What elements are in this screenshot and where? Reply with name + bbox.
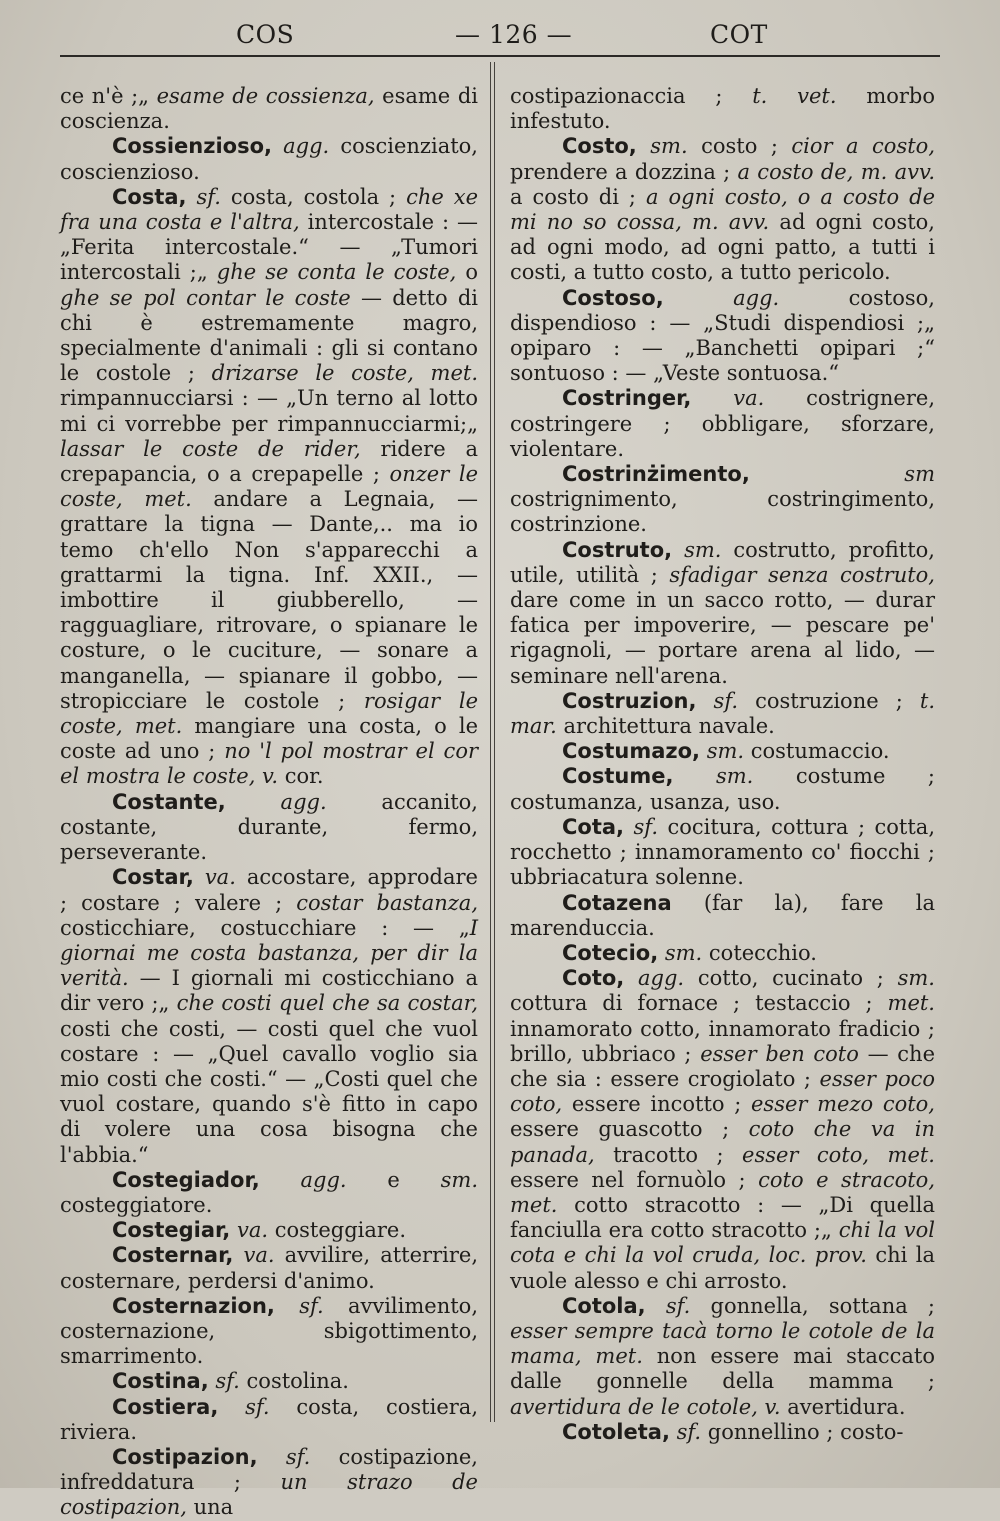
entry-text	[664, 286, 733, 310]
entry-italic-text: sm.	[684, 537, 722, 562]
entry-text	[233, 1243, 243, 1267]
entry-italic-text: chi la vol cota e chi la vol cruda, loc. prov.	[510, 1218, 935, 1268]
entry-text: avvilimento, costernazione, sbigottimento, smarrimento.	[60, 1293, 478, 1369]
entry-italic-text: agg.	[280, 789, 327, 814]
entry-italic-text: avertidura de le cotole, v.	[510, 1394, 781, 1419]
entry-italic-text: sf.	[196, 184, 221, 209]
entry-text	[187, 185, 197, 209]
entry-italic-text: va.	[243, 1243, 275, 1268]
entry-headword: Cota,	[562, 814, 625, 839]
entry-text: avvilire, atterrire, costernare, perdersi d'animo.	[60, 1243, 478, 1293]
entry-text: costrignere, costringere ; obbligare, sforzare, violentare.	[510, 386, 935, 461]
entry-text	[646, 1294, 666, 1318]
entry-text: costrutto, profitto, utile, utilità ;	[510, 537, 935, 587]
entry-text	[658, 941, 665, 965]
entry-italic-text: agg.	[733, 285, 780, 310]
entry-text: costa, costiera, riviera.	[60, 1394, 478, 1444]
entry-italic-text: ghe se conta le coste,	[216, 260, 457, 285]
entry-italic-text: ghe se pol contar le coste	[60, 285, 351, 310]
entry-italic-text: esser sempre tacà torno le cotole de la mama, met.	[510, 1318, 935, 1369]
entry-italic-text: agg.	[638, 966, 685, 991]
entry-italic-text: coto che va in panada,	[510, 1117, 935, 1167]
entry-text: essere incotto ;	[562, 1092, 751, 1117]
entry-text: ad ogni costo, ad ogni modo, ad ogni patto, a tutti i costi, a tutto costo, a tutto pericolo.	[510, 210, 935, 285]
page-number: — 126 —	[455, 20, 573, 49]
entry-text	[226, 790, 281, 814]
entry-text: (far la), fare la marenduccia.	[510, 890, 935, 940]
entry-text: morbo infestuto.	[510, 84, 936, 134]
dictionary-entry	[510, 386, 935, 462]
entry-headword: Costumazo,	[562, 739, 701, 764]
entry-text: cocitura, cottura ; cotta, rocchetto ; innamoramento co' fiocchi ; ubbriacatura solenne.	[510, 814, 935, 890]
dictionary-entry	[510, 134, 935, 285]
entry-text	[673, 764, 716, 788]
entry-text: costo ;	[687, 134, 792, 159]
entry-text: — I giornali mi costicchiano a dir vero ;„	[60, 966, 478, 1016]
entry-text	[260, 1168, 301, 1192]
entry-text: costeggiatore.	[60, 1192, 213, 1217]
entry-italic-text: sf.	[713, 688, 739, 713]
dictionary-entry	[60, 1445, 478, 1521]
dictionary-entry	[510, 966, 935, 1294]
dictionary-entry	[510, 1294, 935, 1420]
entry-text	[670, 1420, 677, 1444]
entry-text: ce n'è ;„	[60, 84, 157, 108]
entry-text	[275, 1294, 299, 1318]
entry-text: accanito, costante, durante, fermo, perseverante.	[60, 789, 478, 865]
dictionary-entry	[510, 764, 935, 814]
entry-italic-text: sm.	[440, 1167, 478, 1192]
entry-headword: Costiera,	[112, 1394, 219, 1419]
entry-italic-text: drizarse le coste, met.	[211, 361, 478, 386]
entry-italic-text: va.	[204, 865, 236, 890]
entry-continuation	[60, 84, 478, 134]
entry-text: accostare, approdare ; costare ; valere ;	[60, 865, 478, 915]
entry-continuation	[510, 84, 935, 134]
entry-text	[672, 538, 684, 562]
entry-italic-text: va.	[236, 1218, 269, 1243]
dictionary-entry	[60, 1294, 478, 1370]
entry-text: costumaccio.	[744, 739, 890, 764]
entry-text: costi che costi, — costi quel che vuol costare : — „Quel cavallo voglio sia mio costi che costi.“ — „Costi quel che vuol costare, quando s'è fitto in capo di volere una cosa bisogna che l'abbia.“	[60, 1016, 478, 1167]
right-column	[510, 84, 935, 1445]
entry-headword: Cossienzioso,	[112, 134, 272, 159]
entry-headword: Costernar,	[112, 1243, 234, 1268]
entry-text: esame di coscienza.	[60, 84, 478, 134]
header-left-guide-word: COS	[236, 20, 295, 49]
dictionary-entry	[60, 134, 478, 184]
entry-text: ridere a crepapancia, o a crepapelle ;	[60, 436, 478, 487]
dictionary-entry	[510, 815, 935, 891]
entry-text	[750, 462, 904, 486]
entry-italic-text: sf.	[285, 1444, 311, 1469]
entry-text: costruzione ;	[738, 688, 920, 713]
entry-italic-text: I giornai me costa bastanza, per dir la verità.	[60, 915, 478, 991]
entry-headword: Coto,	[562, 966, 625, 991]
entry-headword: Cotazena	[562, 890, 672, 915]
dictionary-entry	[510, 1420, 935, 1445]
entry-italic-text: a ogni costo, o a costo de mi no so cossa, m. avv.	[510, 184, 936, 235]
entry-text: — detto di chi è estremamente magro, specialmente d'animali : gli si contano le costole ;	[60, 285, 479, 386]
entry-italic-text: t. vet.	[752, 84, 837, 108]
entry-italic-text: esser poco coto,	[510, 1066, 935, 1117]
entry-headword: Costernazion,	[112, 1293, 275, 1318]
entry-italic-text: a costo de, m. avv.	[737, 159, 935, 184]
entry-italic-text: cior a costo,	[791, 134, 935, 159]
entry-italic-text: che costi quel che sa costar,	[176, 991, 478, 1016]
entry-italic-text: sf.	[245, 1394, 270, 1419]
entry-italic-text: sm	[904, 462, 935, 487]
entry-italic-text: sfadigar senza costruto,	[669, 562, 935, 587]
dictionary-entry	[60, 1395, 478, 1445]
dictionary-entry	[510, 739, 935, 764]
entry-headword: Cotecio,	[562, 940, 659, 965]
dictionary-entry	[510, 286, 935, 387]
entry-italic-text: che xe fra una costa e l'altra,	[60, 184, 478, 235]
entry-text: mangiare una costa, o le coste ad uno ;	[60, 714, 479, 764]
entry-text	[218, 1395, 245, 1419]
column-divider	[490, 62, 491, 1422]
page-header	[60, 20, 940, 56]
entry-headword: Costa,	[112, 184, 187, 209]
entry-text: costipazione, infreddatura ;	[60, 1444, 478, 1495]
entry-italic-text: agg.	[300, 1167, 347, 1192]
entry-text: gonnellino ; costo-	[701, 1419, 904, 1444]
entry-text	[637, 134, 650, 158]
entry-text: a costo di ;	[510, 184, 646, 209]
entry-headword: Costume,	[562, 764, 674, 789]
entry-text: avertidura.	[780, 1394, 906, 1419]
entry-text: costolina.	[239, 1369, 349, 1394]
entry-italic-text: sf.	[215, 1369, 240, 1394]
entry-italic-text: va.	[733, 386, 765, 411]
entry-text: cotto stracotto : — „Di quella fanciulla era cotto stracotto ;„	[510, 1192, 935, 1243]
dictionary-entry	[60, 1168, 478, 1218]
entry-italic-text: sm.	[664, 940, 703, 965]
entry-headword: Cotoleta,	[562, 1419, 670, 1444]
entry-italic-text: esser mezo coto,	[750, 1092, 935, 1117]
entry-headword: Costrinżimento,	[562, 462, 750, 487]
entry-text: e	[346, 1167, 441, 1192]
entry-text	[696, 689, 713, 713]
dictionary-entry	[60, 1243, 478, 1293]
dictionary-entry	[60, 790, 478, 866]
entry-text: innamorato cotto, innamorato fradicio ; brillo, ubbriaco ;	[510, 1016, 935, 1066]
entry-text: dare come in un sacco rotto, — durar fatica per impoverire, — pescare pe' rigagnoli, — portare arena al lido, — seminare nell'arena.	[510, 588, 935, 688]
dictionary-entry	[60, 1218, 478, 1243]
entry-text	[258, 1445, 286, 1469]
entry-text: prendere a dozzina ;	[510, 159, 738, 184]
entry-text	[194, 865, 205, 889]
entry-italic-text: sm.	[715, 764, 754, 789]
entry-text: cotto, cucinato ;	[684, 966, 898, 991]
entry-italic-text: esame de cossienza,	[156, 84, 375, 108]
entry-text: essere nel fornuòlo ;	[510, 1167, 759, 1192]
entry-text: coscienziato, coscienzioso.	[60, 134, 478, 184]
dictionary-entry	[60, 185, 478, 790]
entry-text	[700, 739, 707, 763]
entry-text: rimpannucciarsi : — „Un terno al lotto mi ci vorrebbe per rimpannucciarmi;„	[60, 386, 478, 436]
entry-text: costipazionaccia ;	[510, 84, 753, 108]
entry-text: costrignimento, costringimento, costrinzione.	[510, 487, 935, 537]
header-right-guide-word: COT	[710, 20, 768, 49]
entry-text: una	[186, 1495, 234, 1520]
entry-italic-text: coto e stracoto, met.	[510, 1167, 935, 1217]
entry-italic-text: sm.	[897, 966, 935, 991]
dictionary-entry	[510, 462, 935, 538]
entry-headword: Costegiar,	[112, 1218, 231, 1243]
dictionary-entry	[510, 689, 935, 739]
entry-italic-text: sf.	[633, 814, 659, 839]
entry-text: non essere mai staccato dalle gonnelle della mamma ;	[510, 1344, 936, 1394]
entry-text	[272, 134, 283, 158]
entry-italic-text: esser ben coto	[700, 1041, 859, 1066]
dictionary-entry	[510, 941, 935, 966]
entry-text: chi la vuole alesso e chi arrosto.	[510, 1243, 935, 1293]
entry-text: intercostale : — „Ferita intercostale.“ — „Tumori intercostali ;„	[60, 210, 478, 285]
entry-headword: Costipazion,	[112, 1444, 258, 1469]
entry-headword: Costegiador,	[112, 1167, 260, 1192]
entry-italic-text: sm.	[650, 134, 688, 159]
entry-headword: Costruto,	[562, 537, 673, 562]
entry-text: costicchiare, costucchiare : — „	[60, 915, 470, 940]
entry-text: cotecchio.	[702, 940, 817, 965]
entry-text: architettura navale.	[556, 714, 775, 739]
entry-italic-text: sm.	[706, 739, 745, 764]
column-divider-inner	[494, 62, 495, 1422]
entry-headword: Costar,	[112, 865, 194, 890]
dictionary-entry	[510, 891, 935, 941]
dictionary-entry	[510, 538, 935, 689]
dictionary-entry	[60, 1369, 478, 1394]
entry-text: essere guascotto ;	[510, 1117, 749, 1142]
entry-text: — che che sia : essere crogiolato ;	[510, 1041, 935, 1091]
entry-text: andare a Legnaia, — grattare la tigna — Dante,.. ma io temo ch'ello Non s'apparecchi a grattarmi la tigna. Inf. XXII., — imbottire il giubberello, — ragguagliare, ritrovare, o spianare le costure, o le cuciture, — sonare a manganella, — spianare il gobbo, — stropicciare le costole ;	[60, 487, 479, 713]
entry-headword: Costo,	[562, 134, 637, 159]
entry-italic-text: costar bastanza,	[296, 890, 478, 915]
entry-headword: Costante,	[112, 789, 226, 814]
entry-text: cottura di fornace ; testaccio ;	[510, 991, 888, 1016]
entry-italic-text: no 'l pol mostrar el cor el mostra le coste, v.	[60, 739, 478, 789]
entry-italic-text: onzer le coste, met.	[60, 462, 478, 512]
entry-text: o	[456, 260, 478, 285]
entry-italic-text: met.	[887, 991, 935, 1016]
entry-text: costa, costola ;	[220, 184, 407, 209]
entry-headword: Costruzion,	[562, 688, 697, 713]
entry-text: costume ; costumanza, usanza, uso.	[510, 764, 935, 814]
entry-text: tracotto ;	[594, 1142, 743, 1167]
entry-text	[691, 386, 733, 410]
entry-text: cor.	[278, 764, 324, 789]
entry-italic-text: sf.	[665, 1293, 691, 1318]
dictionary-entry	[60, 865, 478, 1167]
entry-headword: Costoso,	[562, 285, 664, 310]
entry-text	[230, 1218, 237, 1242]
entry-italic-text: rosigar le coste, met.	[60, 688, 478, 739]
entry-text: gonnella, sottana ;	[690, 1293, 935, 1318]
entry-headword: Costringer,	[562, 386, 692, 411]
entry-italic-text: sf.	[299, 1293, 324, 1318]
entry-text: costoso, dispendioso : — „Studi dispendiosi ;„ opiparo : — „Banchetti opipari ;“ sontuoso : — „Veste sontuosa.“	[510, 285, 935, 386]
entry-italic-text: agg.	[283, 134, 330, 159]
entry-italic-text: sf.	[676, 1419, 702, 1444]
entry-headword: Cotola,	[562, 1293, 646, 1318]
entry-italic-text: lassar le coste de rider,	[60, 436, 361, 461]
entry-text	[624, 815, 634, 839]
entry-italic-text: esser coto, met.	[742, 1142, 935, 1167]
header-rule	[60, 55, 940, 57]
entry-headword: Costina,	[112, 1369, 209, 1394]
left-column	[60, 84, 478, 1521]
entry-italic-text: t. mar.	[510, 688, 935, 739]
entry-text: costeggiare.	[268, 1218, 407, 1243]
entry-text	[624, 966, 638, 990]
entry-italic-text: un strazo de costipazion,	[60, 1470, 478, 1520]
